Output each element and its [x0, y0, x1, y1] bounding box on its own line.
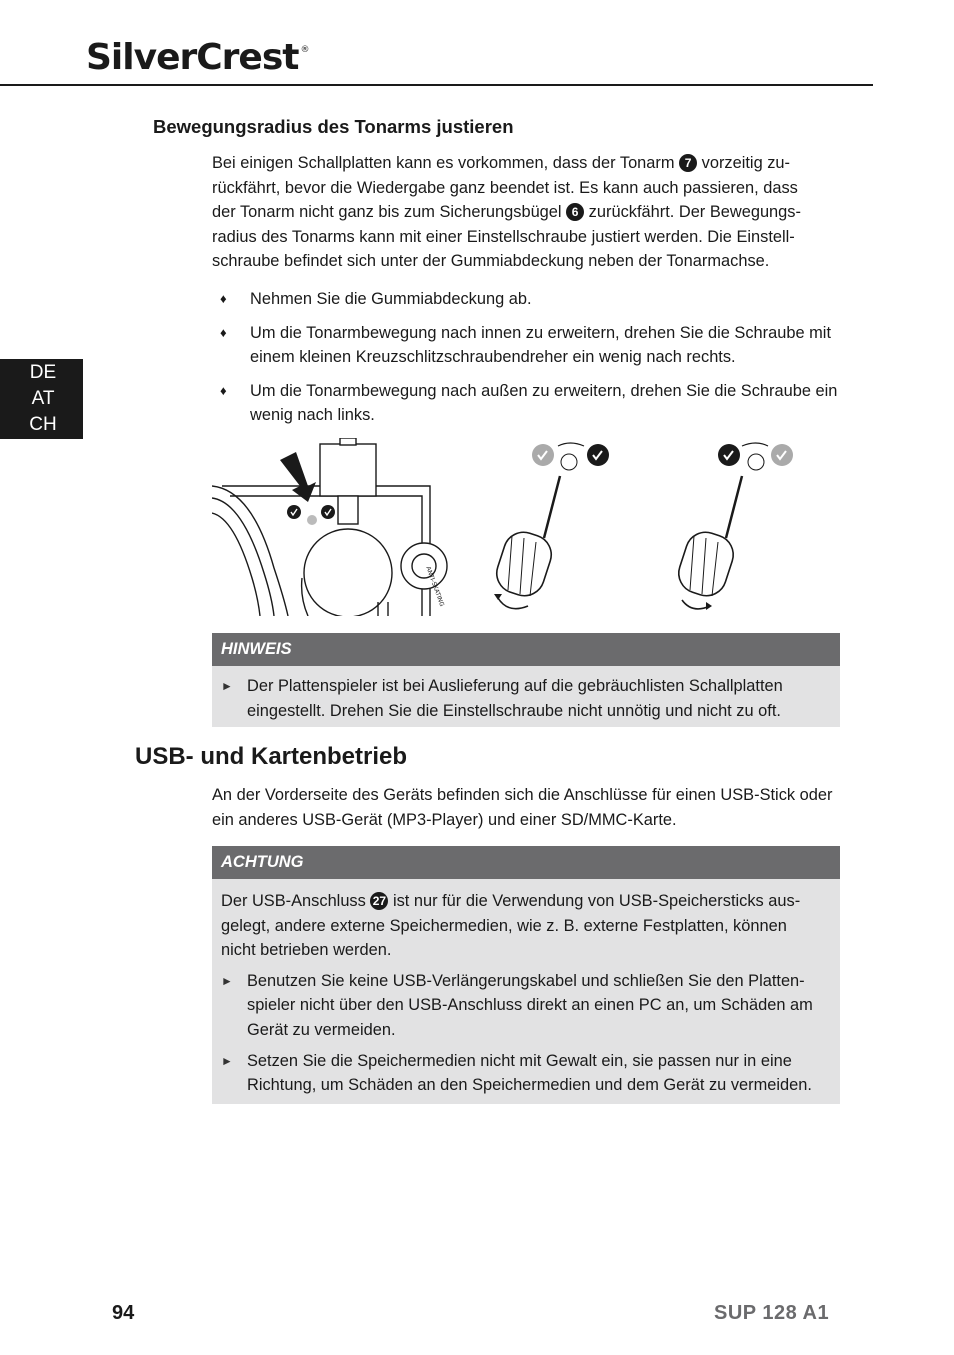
part-number-badge: 27 — [370, 892, 388, 910]
achtung-box — [212, 846, 840, 1104]
diamond-bullet-icon: ♦ — [220, 324, 227, 340]
text-run: der Tonarm nicht ganz bis zum Sicherungsbügel — [212, 203, 567, 222]
instruction-list — [212, 287, 842, 437]
section-title-tonearm: Bewegungsradius des Tonarms justieren — [153, 116, 514, 137]
list-item — [221, 1049, 828, 1098]
adjustment-illustration — [212, 438, 840, 616]
screwdriver-icon — [492, 443, 609, 609]
list-item — [212, 287, 842, 312]
brand-name: SilverCrest — [86, 37, 299, 78]
record-check-icon — [287, 505, 335, 525]
list-item-text: Um die Tonarmbewegung nach innen zu erweitern, drehen Sie die Schraube mit einem kleinen Kreuzschlitzschraubendreher ein wenig nach rechts. — [250, 323, 831, 367]
arrow-bullet-icon: ► — [221, 973, 233, 988]
hinweis-box — [212, 633, 840, 727]
turntable-closeup — [212, 438, 447, 616]
model-number: SUP 128 A1 — [714, 1302, 830, 1324]
hinweis-header: HINWEIS — [212, 633, 840, 666]
achtung-intro — [221, 889, 828, 963]
list-item — [212, 321, 842, 370]
hinweis-text: Der Plattenspieler ist bei Auslieferung auf die gebräuchlisten Schallplatten eingestellt. Drehen Sie die Einstellschraube nicht unnötig und nicht zu oft. — [247, 677, 783, 720]
part-number-badge: 7 — [679, 154, 697, 172]
list-item — [221, 969, 828, 1043]
anti-skating-label: ANTI-SKATING — [424, 565, 446, 608]
text-run: rückfährt, bevor die Wiedergabe ganz beendet ist. Es kann auch passieren, dass — [212, 178, 798, 197]
language-tab — [0, 359, 83, 439]
section-title-usb: USB- und Kartenbetrieb — [135, 743, 408, 770]
text-run: Der USB-Anschluss — [221, 892, 371, 910]
list-item-text: Nehmen Sie die Gummiabdeckung ab. — [250, 290, 532, 308]
brand-logo — [86, 37, 309, 78]
arrow-pointer-icon — [280, 452, 316, 502]
registered-mark: ® — [300, 45, 309, 55]
text-run: ist nur für die Verwendung von USB-Speichersticks aus- — [388, 892, 801, 910]
text-run: vorzeitig zu- — [697, 154, 791, 172]
text-run: schraube befindet sich unter der Gummiabdeckung neben der Tonarmachse. — [212, 252, 770, 271]
list-item-text: Um die Tonarmbewegung nach außen zu erweitern, drehen Sie die Schraube ein wenig nach links. — [250, 381, 838, 425]
achtung-header: ACHTUNG — [212, 846, 840, 879]
achtung-item-text: Benutzen Sie keine USB-Verlängerungskabel und schließen Sie den Platten-spieler nicht über den USB-Anschluss direkt an einen PC an, um Schäden am Gerät zu vermeiden. — [247, 971, 813, 1039]
lang-ch: CH — [29, 414, 57, 435]
lang-at: AT — [31, 388, 55, 409]
arrow-bullet-icon: ► — [221, 1053, 233, 1068]
list-item — [221, 674, 828, 723]
header-rule — [0, 84, 873, 86]
text-run: radius des Tonarms kann mit einer Einstellschraube justiert werden. Die Einstell- — [212, 227, 795, 246]
diamond-bullet-icon: ♦ — [220, 382, 227, 398]
part-number-badge: 6 — [566, 203, 584, 221]
lang-de: DE — [29, 362, 57, 383]
text-run: zurückfährt. Der Bewegungs- — [584, 203, 801, 222]
intro-paragraph — [212, 151, 842, 274]
achtung-item-text: Setzen Sie die Speichermedien nicht mit Gewalt ein, sie passen nur in eine Richtung, um Schäden an den Speichermedien und dem Gerät zu vermeiden. — [247, 1051, 812, 1095]
text-run: gelegt, andere externe Speichermedien, wie z. B. externe Festplatten, können — [221, 916, 787, 935]
arrow-bullet-icon: ► — [221, 679, 233, 693]
page-number: 94 — [112, 1302, 135, 1324]
diamond-bullet-icon: ♦ — [220, 291, 227, 306]
list-item — [212, 379, 842, 428]
text-run: nicht betrieben werden. — [221, 941, 392, 960]
rotate-arrow-icon — [674, 443, 793, 610]
text-run: Bei einigen Schallplatten kann es vorkommen, dass der Tonarm — [212, 154, 680, 172]
usb-paragraph: An der Vorderseite des Geräts befinden sich die Anschlüsse für einen USB-Stick oder ein anderes USB-Gerät (MP3-Player) und einer SD/MMC-Karte. — [212, 786, 833, 829]
